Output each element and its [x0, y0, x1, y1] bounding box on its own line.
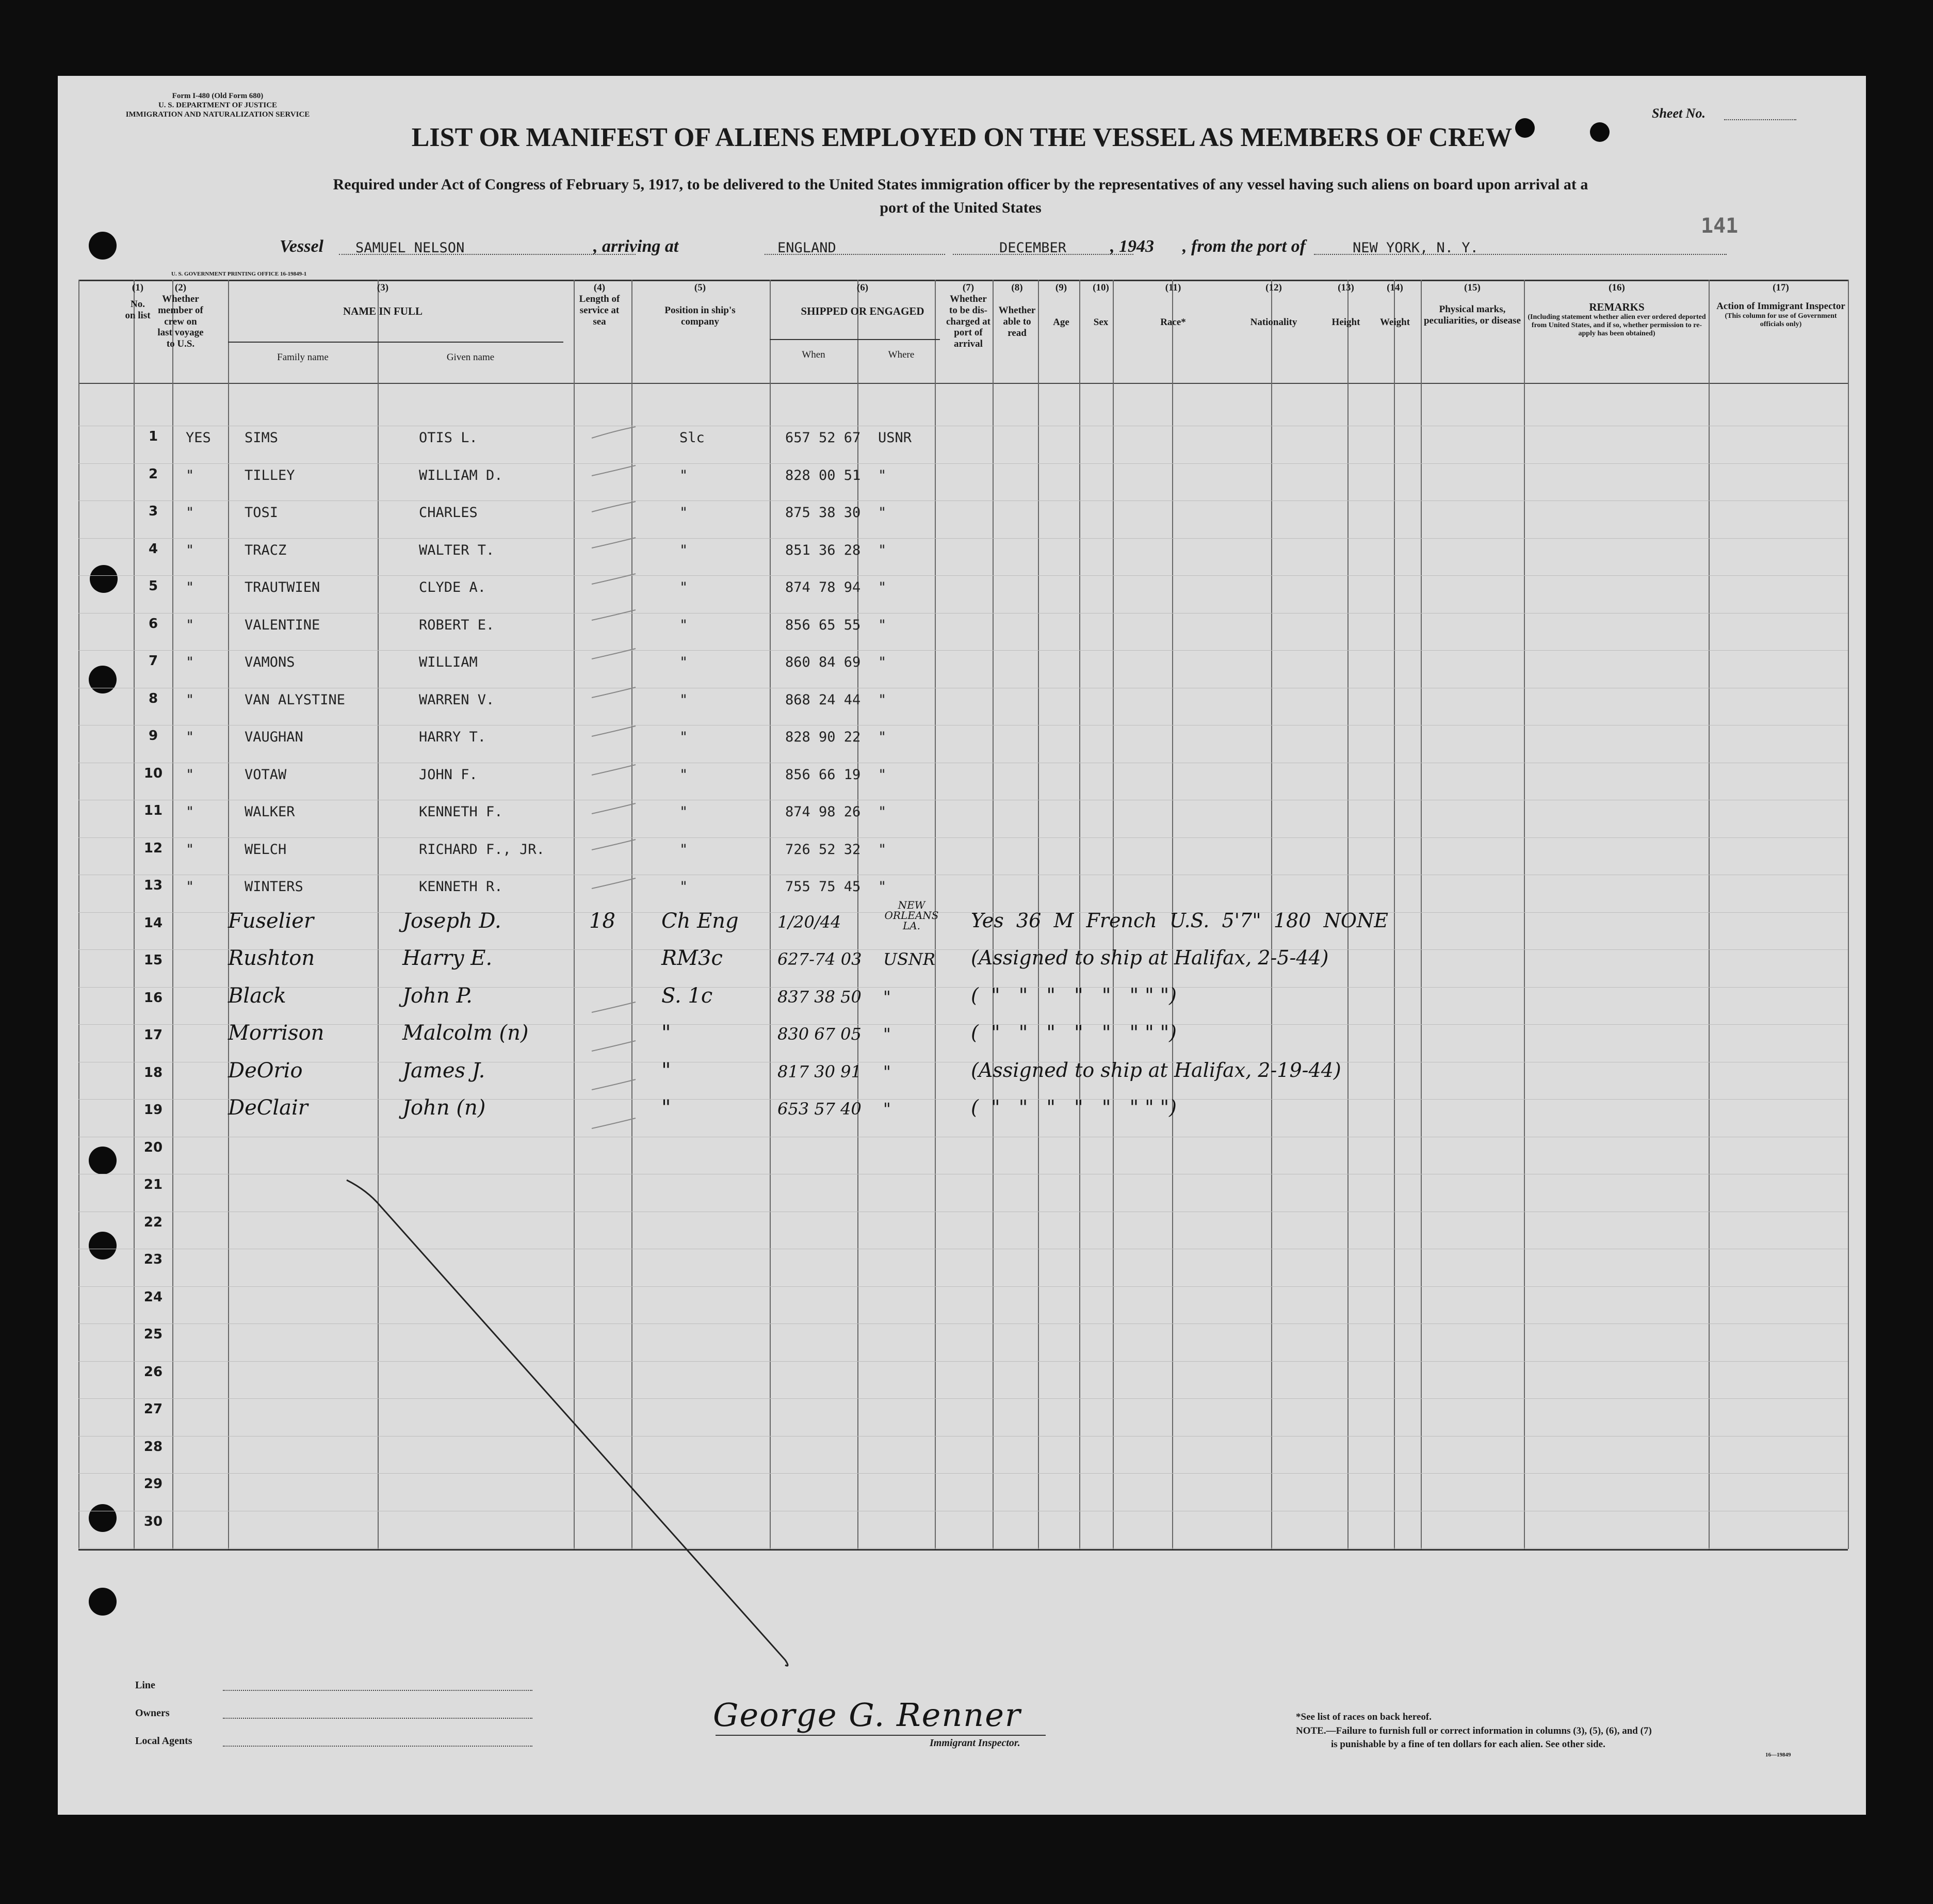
prev-voyage-cell: ": [186, 841, 194, 858]
year-prefix: , 1943: [1110, 237, 1154, 256]
signature-line: [716, 1735, 1046, 1736]
col-3-label: NAME IN FULL: [343, 304, 423, 317]
row-number: 1: [148, 429, 158, 444]
shipped-where-cell: ": [883, 987, 891, 1007]
row-number: 17: [143, 1027, 163, 1043]
row-number: 18: [143, 1064, 163, 1080]
row-number: 3: [148, 504, 158, 519]
prev-voyage-cell: ": [186, 542, 194, 558]
col-9-num: (9): [1055, 282, 1067, 293]
shipped-when-cell: 653 57 40: [777, 1099, 862, 1119]
pen-tick: [592, 878, 636, 889]
prev-voyage-cell: ": [186, 467, 194, 483]
col-9-label: Age: [1053, 316, 1069, 328]
prev-voyage-cell: ": [186, 617, 194, 633]
row-number: 7: [148, 653, 158, 669]
shipped-where-cell: ": [878, 579, 887, 595]
shipped-where-cell: ": [883, 1099, 891, 1119]
family-name-cell: WINTERS: [245, 879, 303, 895]
row-number: 19: [143, 1102, 163, 1118]
shipped-where-cell: ": [878, 654, 887, 670]
col-17-label: Action of Immigrant Inspector: [1716, 300, 1845, 312]
shipped-where-cell: USNR: [883, 949, 935, 969]
row-number: 24: [143, 1289, 163, 1305]
shipped-where-cell: ": [878, 804, 887, 820]
col-2-num: (2): [174, 282, 187, 293]
col-10-label: Sex: [1093, 316, 1109, 328]
family-name-cell: TILLEY: [245, 467, 295, 483]
row-number: 4: [148, 541, 158, 557]
row-number: 11: [143, 803, 163, 818]
given-name-cell: Joseph D.: [402, 909, 501, 933]
family-name-cell: Morrison: [228, 1021, 324, 1045]
family-name-cell: DeOrio: [228, 1058, 303, 1083]
row-number: 15: [143, 953, 163, 968]
shipped-where-cell: ": [878, 841, 887, 858]
remarks-detail-cell: ( " " " " " " " "): [971, 1096, 1177, 1119]
prev-voyage-cell: ": [186, 804, 194, 820]
row-number: 14: [143, 915, 163, 931]
pen-tick: [592, 803, 636, 814]
row-number: 5: [148, 578, 158, 594]
shipped-when-cell: 830 67 05: [777, 1024, 862, 1044]
penalty-note: NOTE.—Failure to furnish full or correct information in columns (3), (5), (6), and (7): [1296, 1725, 1652, 1736]
pen-tick: [592, 1002, 636, 1012]
row-number: 16: [143, 990, 163, 1006]
position-cell: Slc: [679, 430, 705, 446]
given-name-cell: HARRY T.: [419, 729, 486, 745]
position-cell: S. 1c: [661, 983, 713, 1008]
prev-voyage-cell: ": [186, 579, 194, 595]
prev-voyage-cell: ": [186, 879, 194, 895]
shipped-when-cell: 1/20/44: [777, 912, 841, 932]
row-number: 8: [148, 690, 158, 706]
row-number: 26: [143, 1364, 163, 1380]
family-name-cell: WELCH: [245, 841, 287, 858]
given-name-cell: KENNETH F.: [419, 804, 503, 820]
sheet-no-label: Sheet No.: [1652, 106, 1705, 121]
shipped-where-cell: ": [878, 617, 887, 633]
from-port: NEW YORK, N. Y.: [1353, 240, 1479, 256]
position-cell: ": [679, 729, 688, 745]
pen-tick: [592, 502, 636, 512]
shipped-where-cell: ": [878, 729, 887, 745]
given-name-cell: James J.: [402, 1058, 485, 1083]
pen-tick: [592, 726, 636, 736]
given-name-cell: WALTER T.: [419, 542, 495, 558]
row-number: 21: [143, 1177, 163, 1192]
remarks-detail-cell: (Assigned to ship at Halifax, 2-5-44): [971, 946, 1329, 969]
position-cell: RM3c: [661, 946, 723, 970]
prev-voyage-cell: ": [186, 766, 194, 783]
shipped-where-cell: ": [878, 467, 887, 483]
position-cell: ": [679, 617, 688, 633]
shipped-when-cell: 828 90 22: [785, 729, 861, 745]
given-name-cell: ROBERT E.: [419, 617, 495, 633]
col-1-num: (1): [132, 282, 144, 293]
col-12-num: (12): [1265, 282, 1282, 293]
row-number: 10: [143, 765, 163, 781]
year-prefix-digits: 19: [1119, 237, 1136, 256]
col-14-label: Weight: [1379, 316, 1410, 328]
position-cell: Ch Eng: [661, 909, 739, 933]
arriving-label: , arriving at: [593, 237, 679, 256]
line-field: [223, 1690, 532, 1691]
shipped-where-cell: ": [883, 1061, 891, 1082]
penalty-note-2: is punishable by a fine of ten dollars for each alien. See other side.: [1331, 1739, 1605, 1750]
shipped-when-cell: 726 52 32: [785, 841, 861, 858]
col-8-num: (8): [1011, 282, 1023, 293]
given-name-cell: Malcolm (n): [402, 1021, 529, 1045]
prev-voyage-cell: YES: [186, 430, 211, 446]
col-7-num: (7): [962, 282, 974, 293]
pen-tick: [592, 765, 636, 775]
prev-voyage-cell: ": [186, 729, 194, 745]
col-14-num: (14): [1387, 282, 1403, 293]
pen-tick: [592, 465, 636, 476]
row-number: 23: [143, 1252, 163, 1267]
family-name-cell: VALENTINE: [245, 617, 320, 633]
family-name-cell: Fuselier: [228, 909, 314, 933]
position-cell: ": [679, 505, 688, 521]
pen-tick: [592, 1079, 636, 1090]
family-name-cell: VAMONS: [245, 654, 295, 670]
row-number: 2: [148, 466, 158, 482]
position-cell: ": [679, 804, 688, 820]
pen-tick: [592, 840, 636, 850]
form-code: 16—19849: [1765, 1752, 1791, 1758]
subtitle-line-2: port of the United States: [880, 199, 1042, 216]
row-number: 22: [143, 1214, 163, 1230]
position-cell: ": [679, 879, 688, 895]
position-cell: ": [661, 1058, 671, 1083]
pen-tick: [592, 1041, 636, 1051]
given-name-cell: WILLIAM D.: [419, 467, 503, 483]
family-name-cell: VAN ALYSTINE: [245, 691, 346, 708]
col-16-sublabel: (Including statement whether alien ever ordered deported from United States, and if so, whether permission to re-apply has been obtained): [1528, 313, 1706, 338]
owners-label: Owners: [135, 1707, 170, 1719]
col-7-label: Whether to be dis-charged at port of arrival: [946, 293, 990, 350]
shipped-when-cell: 875 38 30: [785, 505, 861, 521]
row-number: 12: [143, 840, 163, 856]
family-name-cell: VAUGHAN: [245, 729, 303, 745]
family-name-cell: Black: [228, 983, 286, 1008]
arrival-year: 43: [1136, 237, 1154, 256]
shipped-when-cell: 856 66 19: [785, 766, 861, 783]
family-name-cell: DeClair: [228, 1096, 308, 1120]
page-title: LIST OR MANIFEST OF ALIENS EMPLOYED ON THE VESSEL AS MEMBERS OF CREW: [411, 123, 1513, 152]
col-16-num: (16): [1609, 282, 1625, 293]
pen-tick: [592, 1118, 636, 1128]
manifest-sheet: [58, 76, 1866, 1815]
shipped-where-cell: ": [878, 505, 887, 521]
printer-line: U. S. GOVERNMENT PRINTING OFFICE 16-19849-1: [171, 271, 307, 277]
shipped-where-cell: USNR: [878, 430, 912, 446]
shipped-where-cell: ": [883, 1024, 891, 1044]
shipped-when-cell: 860 84 69: [785, 654, 861, 670]
cancel-line: [347, 1180, 788, 1666]
family-name-cell: TOSI: [245, 505, 279, 521]
shipped-when-cell: 817 30 91: [777, 1061, 862, 1082]
line-label: Line: [135, 1680, 155, 1691]
shipped-when-cell: 657 52 67: [785, 430, 861, 446]
remarks-detail-cell: (Assigned to ship at Halifax, 2-19-44): [971, 1058, 1341, 1082]
row-number: 6: [148, 616, 158, 632]
pen-tick: [592, 610, 636, 620]
given-name-cell: JOHN F.: [419, 766, 478, 783]
position-cell: ": [679, 691, 688, 708]
position-cell: ": [679, 467, 688, 483]
given-name-cell: WARREN V.: [419, 691, 495, 708]
stamp-number: 141: [1701, 214, 1739, 238]
shipped-when-cell: 828 00 51: [785, 467, 861, 483]
pen-tick: [592, 649, 636, 659]
prev-voyage-cell: ": [186, 691, 194, 708]
position-cell: ": [679, 654, 688, 670]
col-12-label: Nationality: [1250, 316, 1297, 328]
position-cell: ": [661, 1096, 671, 1120]
remarks-detail-cell: ( " " " " " " " "): [971, 983, 1177, 1007]
given-name-cell: CLYDE A.: [419, 579, 486, 595]
form-id: Form I-480 (Old Form 680): [172, 92, 264, 100]
col-10-num: (10): [1093, 282, 1109, 293]
shipped-when-cell: 868 24 44: [785, 691, 861, 708]
col-5-num: (5): [694, 282, 706, 293]
prev-voyage-cell: ": [186, 654, 194, 670]
agents-field: [223, 1746, 532, 1747]
subtitle-line-1: Required under Act of Congress of February 5, 1917, to be delivered to the United States immigration officer by the representatives of any vessel having such aliens on board upon arrival at a: [333, 176, 1588, 193]
row-number: 25: [143, 1327, 163, 1342]
given-name-cell: John P.: [402, 983, 473, 1008]
position-cell: ": [679, 841, 688, 858]
col-8-label: Whether able to read: [998, 304, 1036, 338]
col-3b-label: Given name: [446, 352, 495, 363]
position-cell: ": [679, 766, 688, 783]
col-5-label: Position in ship's company: [664, 304, 736, 327]
given-name-cell: OTIS L.: [419, 430, 478, 446]
pen-tick: [592, 427, 636, 438]
shipped-where-cell: ": [878, 542, 887, 558]
position-cell: ": [679, 579, 688, 595]
pen-tick: [592, 574, 636, 584]
inspector-signature: George G. Renner: [713, 1696, 1021, 1734]
col-15-num: (15): [1464, 282, 1481, 293]
family-name-cell: VOTAW: [245, 766, 287, 783]
vessel-name: SAMUEL NELSON: [355, 240, 465, 256]
given-name-cell: Harry E.: [402, 946, 493, 970]
col-11-label: Race*: [1160, 316, 1186, 328]
remarks-detail-cell: ( " " " " " " " "): [971, 1021, 1177, 1044]
col-15-label: Physical marks, peculiarities, or disease: [1423, 303, 1521, 326]
col-6-label: SHIPPED OR ENGAGED: [801, 304, 924, 317]
arrival-month: DECEMBER: [999, 240, 1067, 256]
given-name-cell: WILLIAM: [419, 654, 478, 670]
shipped-where-cell: ": [878, 766, 887, 783]
col-1-label: No. on list: [125, 298, 151, 321]
pen-tick: [592, 687, 636, 698]
col-17-sublabel: (This column for use of Government officials only): [1725, 312, 1837, 328]
row-number: 9: [148, 728, 158, 744]
vessel-label: Vessel: [280, 237, 323, 256]
shipped-where-cell: ": [878, 879, 887, 895]
owners-field: [223, 1718, 532, 1719]
row-number: 13: [143, 878, 163, 893]
form-service: IMMIGRATION AND NATURALIZATION SERVICE: [125, 110, 310, 119]
col-6b-label: Where: [888, 349, 915, 360]
shipped-when-cell: 837 38 50: [777, 987, 862, 1007]
col-17-num: (17): [1773, 282, 1789, 293]
form-department: U. S. DEPARTMENT OF JUSTICE: [158, 101, 278, 109]
row-number: 27: [143, 1401, 163, 1417]
arriving-port: ENGLAND: [777, 240, 836, 256]
shipped-when-cell: 755 75 45: [785, 879, 861, 895]
footer-notes: [1296, 1711, 1652, 1752]
pen-tick: [592, 538, 636, 548]
col-13-label: Height: [1331, 316, 1360, 328]
family-name-cell: TRACZ: [245, 542, 287, 558]
family-name-cell: WALKER: [245, 804, 295, 820]
agents-label: Local Agents: [135, 1735, 192, 1747]
prev-voyage-cell: ": [186, 505, 194, 521]
col-4-label: Length of service at sea: [579, 293, 620, 327]
col-11-num: (11): [1165, 282, 1181, 293]
shipped-when-cell: 627-74 03: [777, 949, 862, 969]
col-3-num: (3): [377, 282, 389, 293]
col-16-label: REMARKS: [1589, 300, 1645, 313]
length-of-service-cell: 18: [589, 909, 615, 933]
given-name-cell: CHARLES: [419, 505, 478, 521]
shipped-where-cell: NEW ORLEANS LA.: [884, 898, 939, 932]
col-3a-label: Family name: [277, 352, 329, 363]
shipped-where-cell: ": [878, 691, 887, 708]
shipped-when-cell: 874 98 26: [785, 804, 861, 820]
col-4-num: (4): [593, 282, 606, 293]
position-cell: ": [661, 1021, 671, 1045]
given-name-cell: John (n): [402, 1096, 486, 1120]
given-name-cell: KENNETH R.: [419, 879, 503, 895]
row-number: 28: [143, 1439, 163, 1455]
row-number: 20: [143, 1139, 163, 1155]
row-number: 30: [143, 1513, 163, 1529]
position-cell: ": [679, 542, 688, 558]
family-name-cell: TRAUTWIEN: [245, 579, 320, 595]
given-name-cell: RICHARD F., JR.: [419, 841, 545, 858]
family-name-cell: SIMS: [245, 430, 279, 446]
shipped-when-cell: 856 65 55: [785, 617, 861, 633]
from-port-label: , from the port of: [1182, 237, 1306, 256]
shipped-when-cell: 874 78 94: [785, 579, 861, 595]
col-2-label: Whether member of crew on last voyage to U.S.: [157, 293, 204, 350]
race-note: *See list of races on back hereof.: [1296, 1712, 1432, 1722]
shipped-when-cell: 851 36 28: [785, 542, 861, 558]
remarks-detail-cell: Yes 36 M French U.S. 5'7" 180 NONE: [971, 909, 1388, 932]
row-number: 29: [143, 1476, 163, 1492]
col-6a-label: When: [802, 349, 825, 360]
family-name-cell: Rushton: [228, 946, 315, 970]
pen-marks: [58, 76, 1866, 1815]
inspector-label: Immigrant Inspector.: [930, 1737, 1020, 1749]
col-6-num: (6): [856, 282, 869, 293]
col-13-num: (13): [1338, 282, 1354, 293]
